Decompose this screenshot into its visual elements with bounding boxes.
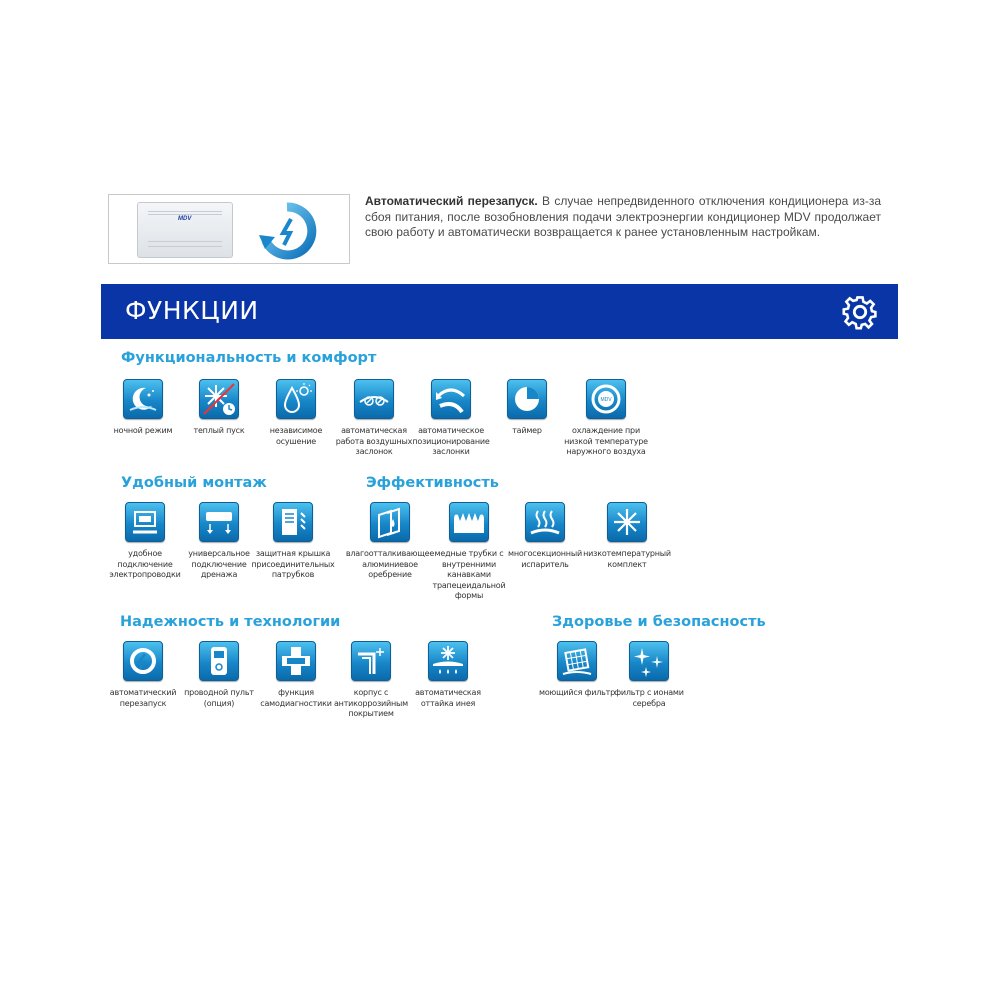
feature-label: моющийся фильтр bbox=[539, 688, 615, 697]
feature-label: автоматическая работа воздушных заслонок bbox=[335, 426, 413, 456]
feature-dry-mode bbox=[251, 379, 341, 447]
feature-silver-ion-filter bbox=[604, 641, 694, 709]
section-title-efficiency: Эффективность bbox=[366, 475, 499, 491]
drain-icon bbox=[199, 502, 239, 542]
silver-ion-icon bbox=[629, 641, 669, 681]
banner-title: ФУНКЦИИ bbox=[125, 296, 259, 325]
svg-text:MDV: MDV bbox=[600, 397, 612, 403]
feature-label: медные трубки с внутренними канавками трапецеидальной формы bbox=[432, 549, 506, 600]
feature-low-temp-cooling bbox=[561, 379, 651, 458]
washable-filter-icon bbox=[557, 641, 597, 681]
feature-label: охлаждение при низкой температуре наружного воздуха bbox=[564, 426, 648, 456]
feature-label: автоматическая оттайка инея bbox=[415, 688, 481, 708]
indoor-unit-illustration bbox=[137, 202, 233, 258]
feature-label: универсальное подключение дренажа bbox=[188, 549, 250, 579]
feature-label: ночной режим bbox=[113, 426, 173, 435]
moon-stars-icon bbox=[123, 379, 163, 419]
feature-auto-defrost bbox=[403, 641, 493, 709]
section-title-health: Здоровье и безопасность bbox=[552, 614, 766, 630]
fins-icon bbox=[370, 502, 410, 542]
restart-icon bbox=[123, 641, 163, 681]
feature-label: корпус с антикоррозийным покрытием bbox=[333, 688, 408, 718]
feature-cover bbox=[248, 502, 338, 581]
feature-label: влагоотталкивающее алюминиевое оребрение bbox=[345, 549, 435, 579]
feature-label: автоматическое позиционирование заслонки bbox=[412, 426, 490, 456]
section-title-comfort: Функциональность и комфорт bbox=[121, 350, 377, 366]
feature-label: удобное подключение электропроводки bbox=[109, 549, 181, 579]
feature-timer bbox=[482, 379, 572, 437]
brand-logo: MDV bbox=[178, 216, 192, 222]
air-flaps-icon bbox=[354, 379, 394, 419]
evaporator-icon bbox=[525, 502, 565, 542]
remote-icon bbox=[199, 641, 239, 681]
feature-low-temp-kit bbox=[582, 502, 672, 570]
intro-text bbox=[365, 194, 881, 241]
gear-icon bbox=[841, 293, 879, 331]
defrost-icon bbox=[428, 641, 468, 681]
feature-label: теплый пуск bbox=[193, 426, 245, 435]
feature-label: проводной пульт (опция) bbox=[184, 688, 254, 708]
feature-evaporator bbox=[500, 502, 590, 570]
feature-label: фильтр с ионами серебра bbox=[614, 688, 684, 708]
diagnostics-icon bbox=[276, 641, 316, 681]
feature-label: таймер bbox=[512, 426, 542, 435]
feature-label: многосекционный испаритель bbox=[508, 549, 582, 569]
feature-hydrophilic-fins bbox=[345, 502, 435, 581]
wiring-icon bbox=[125, 502, 165, 542]
outdoor-unit-icon bbox=[586, 379, 626, 419]
flap-positioning-icon bbox=[431, 379, 471, 419]
functions-banner bbox=[101, 284, 898, 339]
feature-label: защитная крышка присоединительных патрубков bbox=[251, 549, 335, 579]
cover-icon bbox=[273, 502, 313, 542]
feature-label: функция самодиагностики bbox=[260, 688, 332, 708]
feature-label: низкотемпературный комплект bbox=[583, 549, 671, 569]
feature-label: независимое осушение bbox=[269, 426, 323, 446]
anticorrosion-icon bbox=[351, 641, 391, 681]
droplet-sun-icon bbox=[276, 379, 316, 419]
timer-icon bbox=[507, 379, 547, 419]
section-title-installation: Удобный монтаж bbox=[121, 475, 267, 491]
auto-restart-icon bbox=[257, 201, 317, 261]
section-title-reliability: Надежность и технологии bbox=[120, 614, 341, 630]
snowflake-clock-icon bbox=[199, 379, 239, 419]
intro-body: В случае непредвиденного отключения кондиционера из-за сбоя питания, после возобновления подачи электроэнергии кондиционер MDV продолжает свою работу и автоматически возвращается к ранее установленным настройкам. bbox=[365, 194, 881, 239]
intro-heading: Автоматический перезапуск. bbox=[365, 194, 538, 208]
feature-label: автоматический перезапуск bbox=[109, 688, 177, 708]
copper-tubes-icon bbox=[449, 502, 489, 542]
air-conditioner-image bbox=[108, 194, 350, 264]
snowflake-icon bbox=[607, 502, 647, 542]
